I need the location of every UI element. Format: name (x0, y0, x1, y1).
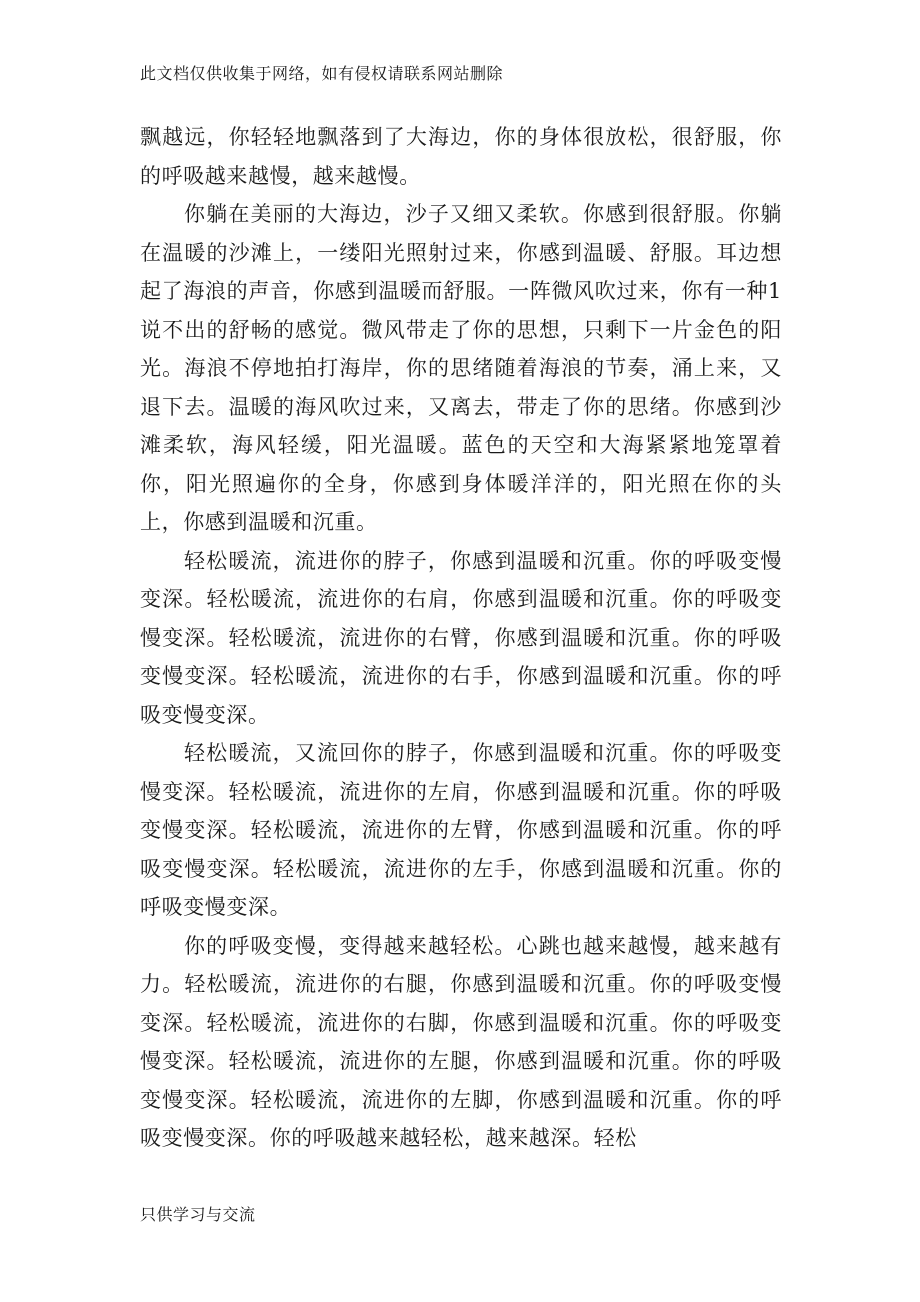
paragraph-left-side: 轻松暖流，又流回你的脖子，你感到温暖和沉重。你的呼吸变慢变深。轻松暖流，流进你的左肩，你感到温暖和沉重。你的呼吸变慢变深。轻松暖流，流进你的左臂，你感到温暖和沉重。你的呼吸变慢变深。轻松暖流，流进你的左手，你感到温暖和沉重。你的呼吸变慢变深。 (140, 741, 782, 919)
page-header: 此文档仅供收集于网络，如有侵权请联系网站删除 (140, 64, 504, 83)
paragraph-right-side: 轻松暖流，流进你的脖子，你感到温暖和沉重。你的呼吸变慢变深。轻松暖流，流进你的右肩，你感到温暖和沉重。你的呼吸变慢变深。轻松暖流，流进你的右臂，你感到温暖和沉重。你的呼吸变慢变深。轻松暖流，流进你的右手，你感到温暖和沉重。你的呼吸变慢变深。 (140, 548, 782, 727)
paragraph-continued: 飘越远，你轻轻地飘落到了大海边，你的身体很放松，很舒服，你的呼吸越来越慢，越来越慢。 (140, 125, 782, 188)
page-footer: 只供学习与交流 (140, 1205, 256, 1224)
document-body (140, 118, 782, 1158)
paragraph-legs: 你的呼吸变慢，变得越来越轻松。心跳也越来越慢，越来越有力。轻松暖流，流进你的右腿，你感到温暖和沉重。你的呼吸变慢变深。轻松暖流，流进你的右脚，你感到温暖和沉重。你的呼吸变慢变深。轻松暖流，流进你的左腿，你感到温暖和沉重。你的呼吸变慢变深。轻松暖流，流进你的左脚，你感到温暖和沉重。你的呼吸变慢变深。你的呼吸越来越轻松，越来越深。轻松 (140, 933, 782, 1150)
paragraph-beach: 你躺在美丽的大海边，沙子又细又柔软。你感到很舒服。你躺在温暖的沙滩上，一缕阳光照射过来，你感到温暖、舒服。耳边想起了海浪的声音，你感到温暖而舒服。一阵微风吹过来，你有一种1说不出的舒畅的感觉。微风带走了你的思想，只剩下一片金色的阳光。海浪不停地拍打海岸，你的思绪随着海浪的节奏，涌上来，又退下去。温暖的海风吹过来，又离去，带走了你的思绪。你感到沙滩柔软，海风轻缓，阳光温暖。蓝色的天空和大海紧紧地笼罩着你，阳光照遍你的全身，你感到身体暖洋洋的，阳光照在你的头上，你感到温暖和沉重。 (140, 202, 782, 534)
